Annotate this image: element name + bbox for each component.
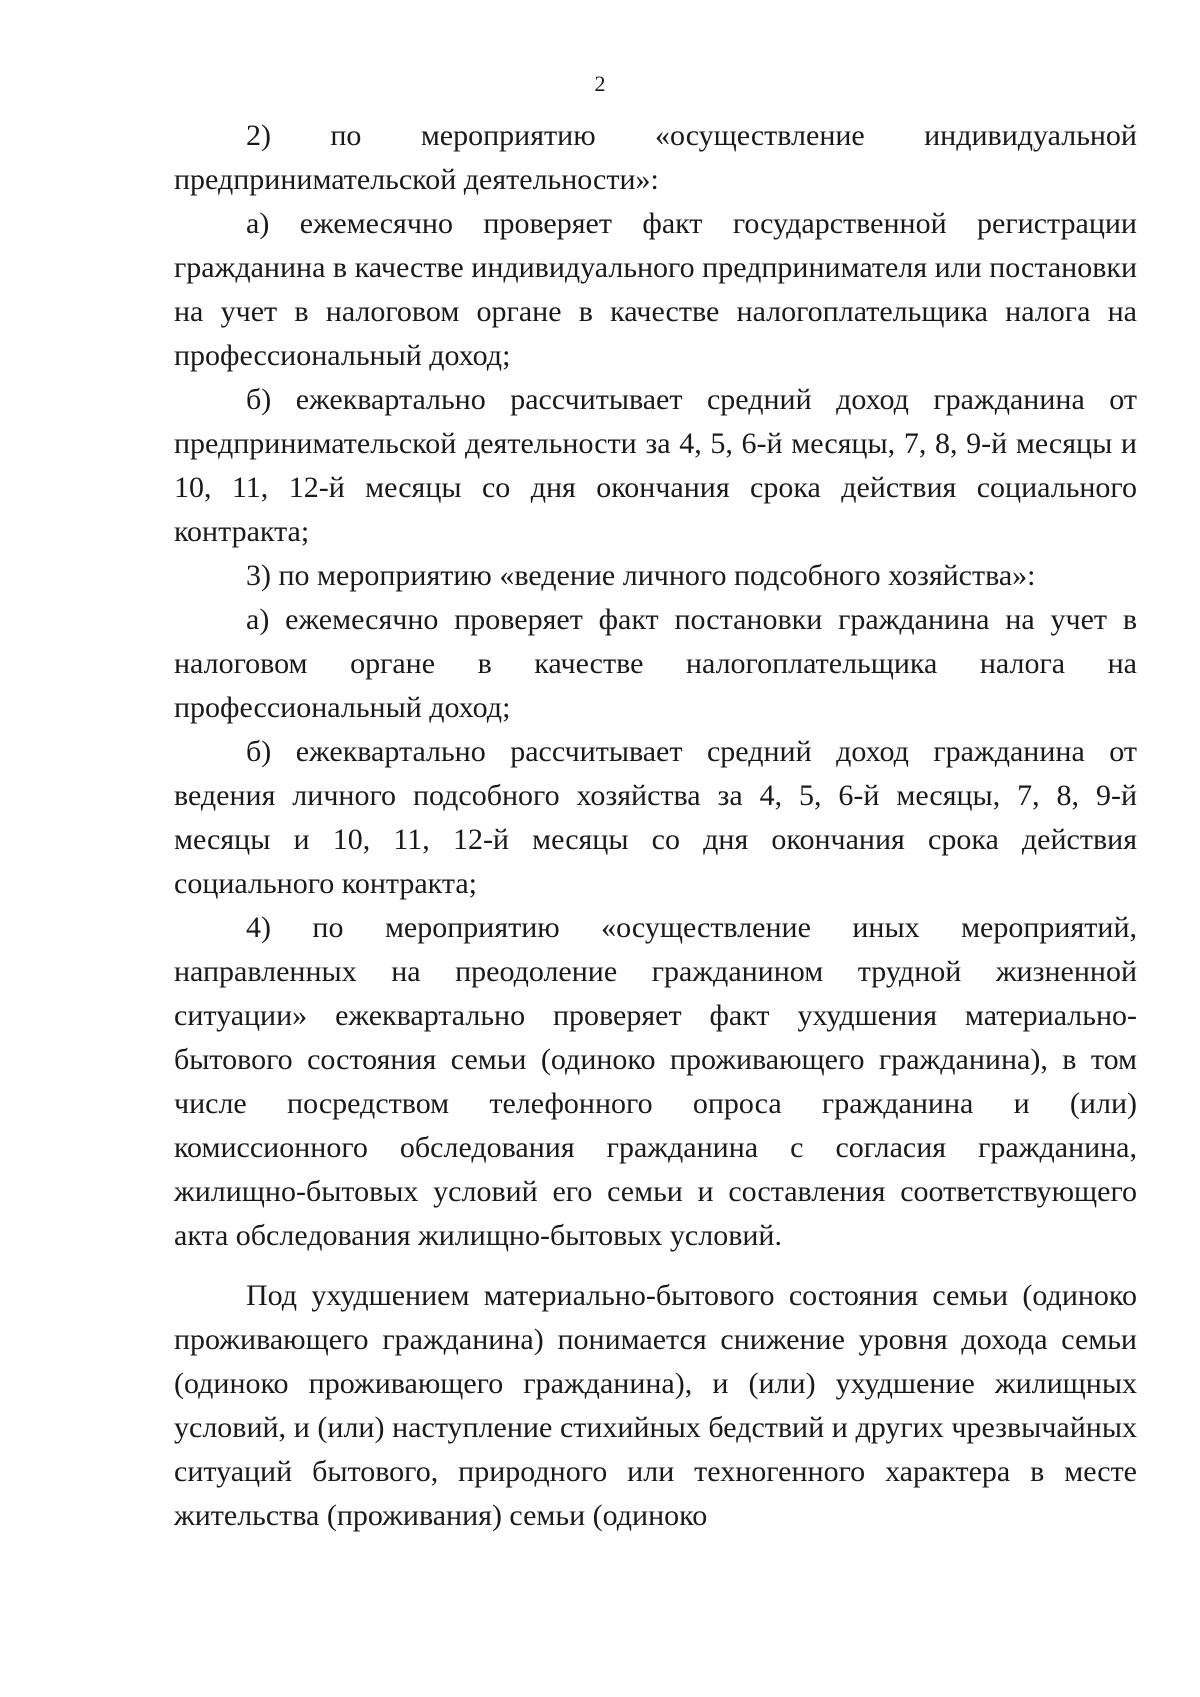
paragraph-item-3a: а) ежемесячно проверяет факт постановки гражданина на учет в налоговом органе в качестве налогоплательщика налога на профессиональный доход;	[174, 603, 1137, 724]
paragraph-item-3: 3) по мероприятию «ведение личного подсобного хозяйства»:	[246, 559, 1036, 592]
paragraph-item-4: 4) по мероприятию «осуществление иных мероприятий, направленных на преодоление гражданином трудной жизненной ситуации» ежеквартально проверяет факт ухудшения материально-бытового состояния семьи (одиноко проживающего гражданина), в том числе посредством телефонного опроса гражданина и (или) комиссионного обследования гражданина с согласия гражданина, жилищно-бытовых условий его семьи и составления соответствующего акта обследования жилищно-бытовых условий.	[174, 911, 1137, 1252]
paragraph-item-2b: б) ежеквартально рассчитывает средний доход гражданина от предпринимательской деятельности за 4, 5, 6-й месяцы, 7, 8, 9-й месяцы и 10, 11, 12-й месяцы со дня окончания срока действия социального контракта;	[174, 383, 1137, 548]
document-body	[174, 114, 1137, 1538]
paragraph-item-3b: б) ежеквартально рассчитывает средний доход гражданина от ведения личного подсобного хозяйства за 4, 5, 6-й месяцы, 7, 8, 9-й месяцы и 10, 11, 12-й месяцы со дня окончания срока действия социального контракта;	[174, 735, 1137, 900]
paragraph-item-2: 2) по мероприятию «осуществление индивидуальной предпринимательской деятельности»:	[174, 119, 1137, 196]
paragraph-definition: Под ухудшением материально-бытового состояния семьи (одиноко проживающего гражданина) понимается снижение уровня дохода семьи (одиноко проживающего гражданина), и (или) ухудшение жилищных условий, и (или) наступление стихийных бедствий и других чрезвычайных ситуаций бытового, природного или техногенного характера в месте жительства (проживания) семьи (одиноко	[174, 1279, 1137, 1532]
page-number: 2	[594, 71, 606, 96]
paragraph-item-2a: а) ежемесячно проверяет факт государственной регистрации гражданина в качестве индивидуального предпринимателя или постановки на учет в налоговом органе в качестве налогоплательщика налога на профессиональный доход;	[174, 207, 1137, 372]
